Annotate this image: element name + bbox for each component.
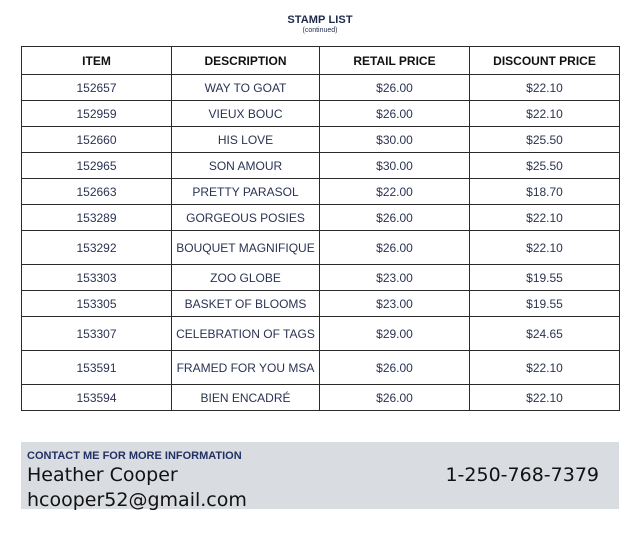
item-cell: 153591 bbox=[22, 351, 172, 385]
description-cell: WAY TO GOAT bbox=[172, 75, 320, 101]
retail-price-cell: $26.00 bbox=[320, 351, 470, 385]
retail-price-cell: $30.00 bbox=[320, 153, 470, 179]
contact-name: Heather Cooper bbox=[27, 464, 178, 486]
item-cell: 152660 bbox=[22, 127, 172, 153]
retail-price-cell: $30.00 bbox=[320, 127, 470, 153]
discount-price-cell: $22.10 bbox=[470, 205, 620, 231]
table-row bbox=[22, 317, 620, 351]
retail-price-cell: $23.00 bbox=[320, 265, 470, 291]
discount-price-cell: $19.55 bbox=[470, 291, 620, 317]
item-cell: 152663 bbox=[22, 179, 172, 205]
retail-price-cell: $26.00 bbox=[320, 75, 470, 101]
retail-price-cell: $23.00 bbox=[320, 291, 470, 317]
retail-price-cell: $22.00 bbox=[320, 179, 470, 205]
contact-heading: CONTACT ME FOR MORE INFORMATION bbox=[27, 450, 242, 462]
contact-phone[interactable]: 1-250-768-7379 bbox=[445, 464, 599, 486]
table-header-row bbox=[22, 47, 620, 75]
table-row bbox=[22, 231, 620, 265]
discount-price-cell: $22.10 bbox=[470, 75, 620, 101]
column-header-retail-price: RETAIL PRICE bbox=[320, 47, 470, 75]
discount-price-cell: $24.65 bbox=[470, 317, 620, 351]
description-cell: VIEUX BOUC bbox=[172, 101, 320, 127]
table-row bbox=[22, 127, 620, 153]
description-cell: PRETTY PARASOL bbox=[172, 179, 320, 205]
discount-price-cell: $22.10 bbox=[470, 351, 620, 385]
stamp-table bbox=[21, 46, 620, 411]
table-row bbox=[22, 101, 620, 127]
item-cell: 153303 bbox=[22, 265, 172, 291]
description-cell: HIS LOVE bbox=[172, 127, 320, 153]
column-header-description: DESCRIPTION bbox=[172, 47, 320, 75]
column-header-discount-price: DISCOUNT PRICE bbox=[470, 47, 620, 75]
table-row bbox=[22, 351, 620, 385]
discount-price-cell: $22.10 bbox=[470, 101, 620, 127]
retail-price-cell: $26.00 bbox=[320, 101, 470, 127]
item-cell: 153292 bbox=[22, 231, 172, 265]
item-cell: 152657 bbox=[22, 75, 172, 101]
discount-price-cell: $25.50 bbox=[470, 127, 620, 153]
discount-price-cell: $19.55 bbox=[470, 265, 620, 291]
item-cell: 152965 bbox=[22, 153, 172, 179]
contact-email[interactable]: hcooper52@gmail.com bbox=[27, 489, 247, 511]
description-cell: FRAMED FOR YOU MSA bbox=[172, 351, 320, 385]
page-subtitle: (continued) bbox=[302, 27, 338, 34]
item-cell: 152959 bbox=[22, 101, 172, 127]
table-row bbox=[22, 153, 620, 179]
item-cell: 153307 bbox=[22, 317, 172, 351]
item-cell: 153594 bbox=[22, 385, 172, 411]
table-row bbox=[22, 385, 620, 411]
description-cell: BIEN ENCADRÉ bbox=[172, 385, 320, 411]
item-cell: 153305 bbox=[22, 291, 172, 317]
description-cell: SON AMOUR bbox=[172, 153, 320, 179]
discount-price-cell: $22.10 bbox=[470, 231, 620, 265]
description-cell: BASKET OF BLOOMS bbox=[172, 291, 320, 317]
item-cell: 153289 bbox=[22, 205, 172, 231]
table-row bbox=[22, 179, 620, 205]
contact-box bbox=[21, 442, 619, 509]
description-cell: ZOO GLOBE bbox=[172, 265, 320, 291]
discount-price-cell: $22.10 bbox=[470, 385, 620, 411]
table-row bbox=[22, 265, 620, 291]
description-cell: GORGEOUS POSIES bbox=[172, 205, 320, 231]
page-header bbox=[0, 14, 640, 35]
retail-price-cell: $26.00 bbox=[320, 231, 470, 265]
table-row bbox=[22, 205, 620, 231]
retail-price-cell: $29.00 bbox=[320, 317, 470, 351]
retail-price-cell: $26.00 bbox=[320, 205, 470, 231]
column-header-item: ITEM bbox=[22, 47, 172, 75]
discount-price-cell: $25.50 bbox=[470, 153, 620, 179]
retail-price-cell: $26.00 bbox=[320, 385, 470, 411]
table-row bbox=[22, 291, 620, 317]
description-cell: BOUQUET MAGNIFIQUE bbox=[172, 231, 320, 265]
table-row bbox=[22, 75, 620, 101]
discount-price-cell: $18.70 bbox=[470, 179, 620, 205]
description-cell: CELEBRATION OF TAGS bbox=[172, 317, 320, 351]
page-title: STAMP LIST bbox=[287, 14, 353, 26]
